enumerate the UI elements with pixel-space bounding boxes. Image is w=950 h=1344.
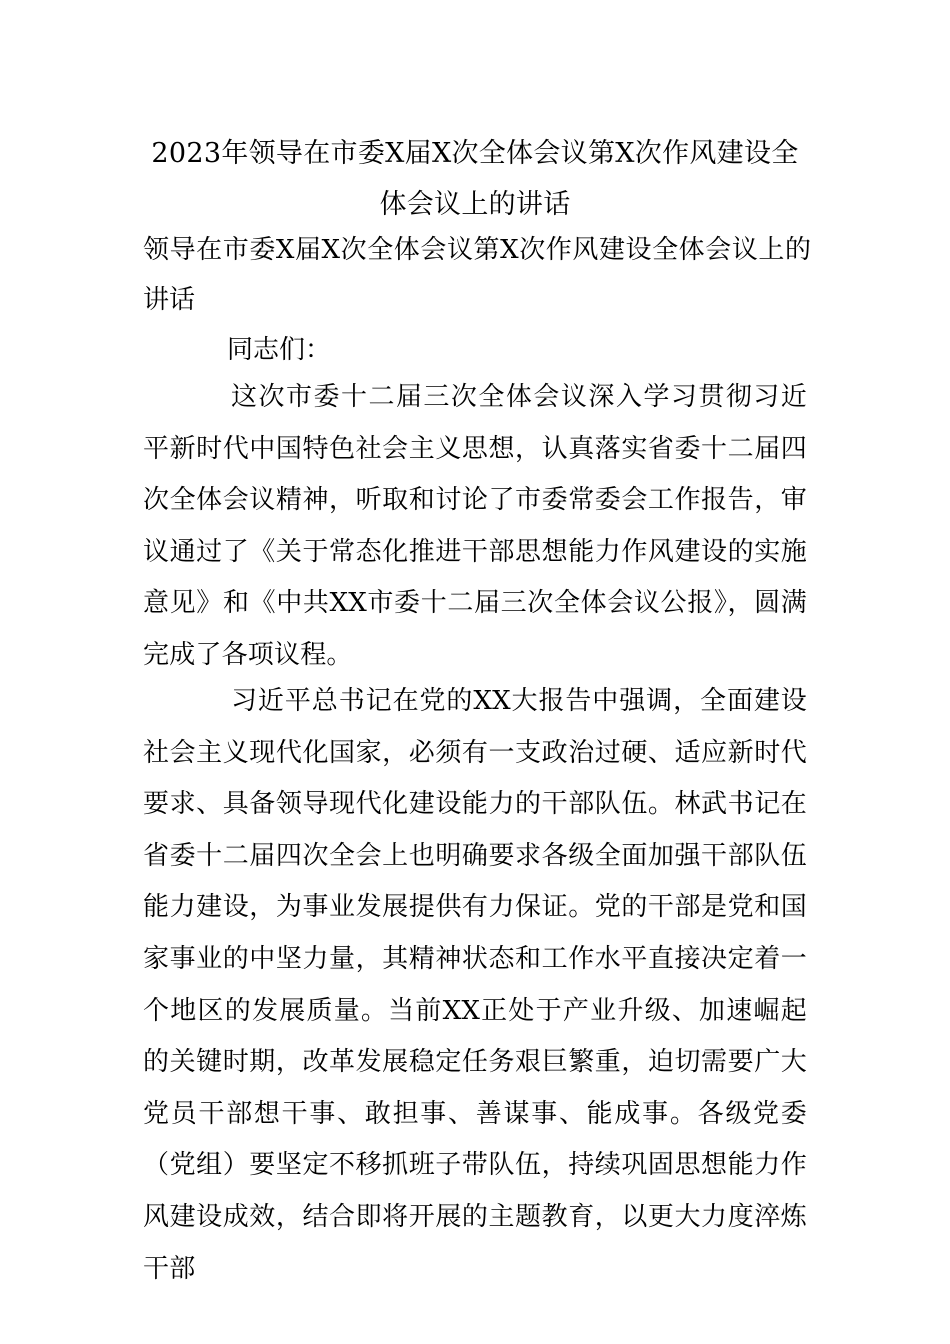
document-title: 2023年领导在市委X届X次全体会议第X次作风建设全体会议上的讲话 xyxy=(151,138,799,220)
body-paragraph: 这次市委十二届三次全体会议深入学习贯彻习近平新时代中国特色社会主义思想，认真落实省委十二届四次全体会议精神，听取和讨论了市委常委会工作报告，审议通过了《关于常态化推进干部思想能力作风建设的实施意见》和《中共XX市委十二届三次全体会议公报》，圆满完成了各项议程。 xyxy=(143,382,807,670)
salutation: 同志们： xyxy=(227,335,332,365)
document-subtitle: 领导在市委X届X次全体会议第X次作风建设全体会议上的讲话 xyxy=(143,235,811,315)
body-paragraph: 习近平总书记在党的XX大报告中强调，全面建设社会主义现代化国家，必须有一支政治过硬、适应新时代要求、具备领导现代化建设能力的干部队伍。林武书记在省委十二届四次全会上也明确要求各级全面加强干部队伍能力建设，为事业发展提供有力保证。党的干部是党和国家事业的中坚力量，其精神状态和工作水平直接决定着一个地区的发展质量。当前XX正处于产业升级、加速崛起的关键时期，改革发展稳定任务艰巨繁重，迫切需要广大党员干部想干事、敢担事、善谋事、能成事。各级党委（党组）要坚定不移抓班子带队伍，持续巩固思想能力作风建设成效，结合即将开展的主题教育，以更大力度淬炼干部 xyxy=(143,686,807,1284)
